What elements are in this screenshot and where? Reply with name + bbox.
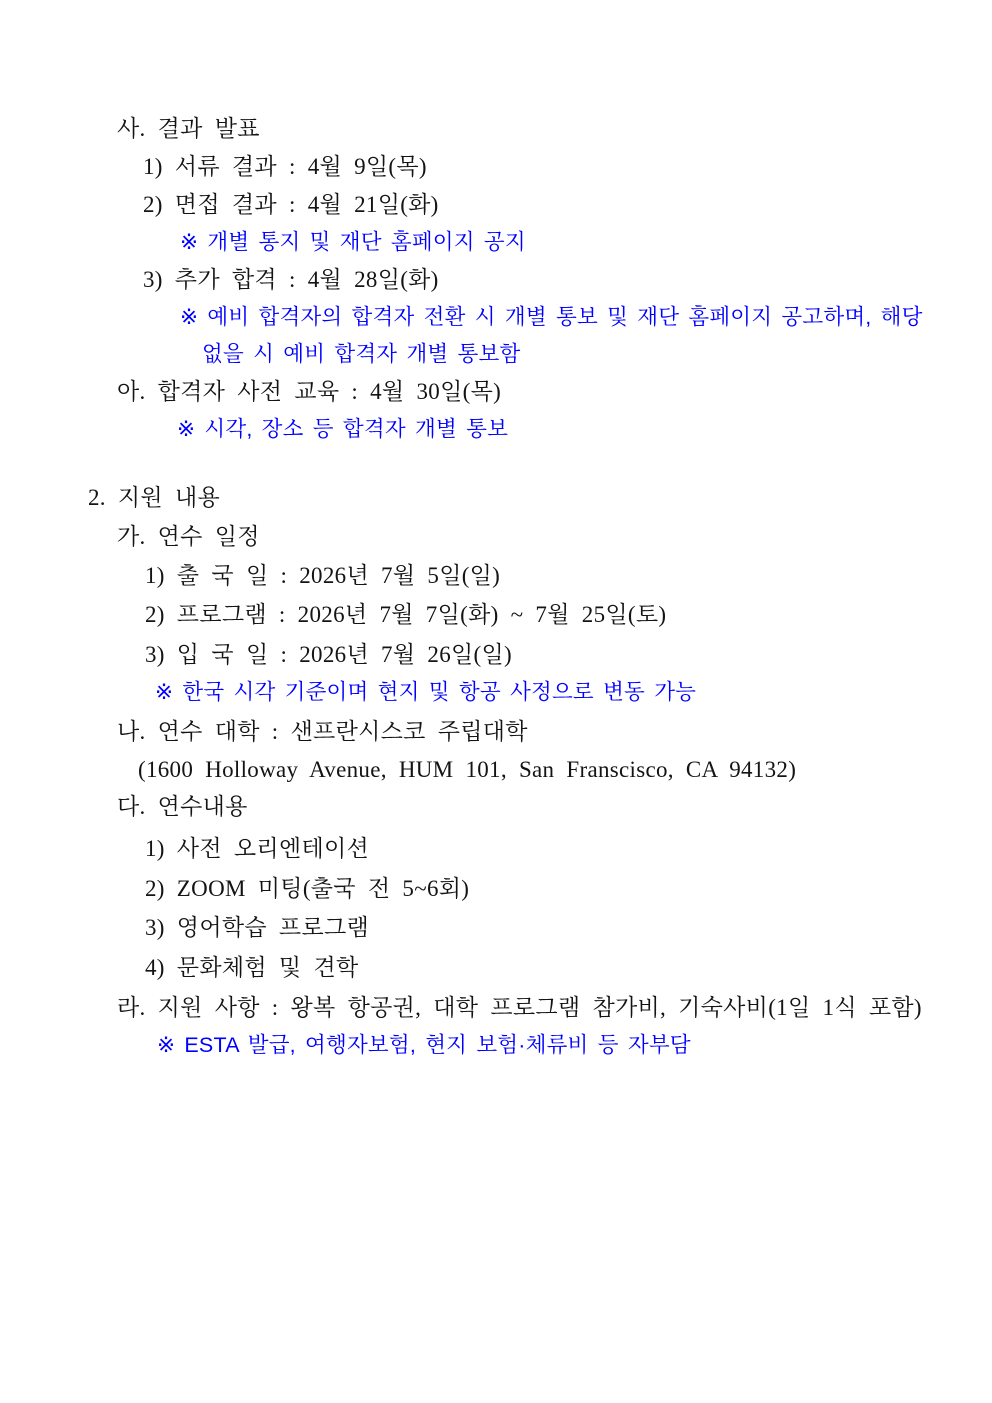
note-line: ※ 한국 시각 기준이며 현지 및 항공 사정으로 변동 가능 <box>155 680 697 704</box>
document-line: 2. 지원 내용 <box>88 485 221 510</box>
document-line: (1600 Holloway Avenue, HUM 101, San Franscisco, CA 94132) <box>138 757 797 782</box>
document-line: 1) 출 국 일 : 2026년 7월 5일(일) <box>145 563 501 588</box>
document-line: 라. 지원 사항 : 왕복 항공권, 대학 프로그램 참가비, 기숙사비(1일 1식 포함) <box>117 995 922 1020</box>
document-line: 아. 합격자 사전 교육 : 4월 30일(목) <box>117 379 502 404</box>
document-line: 다. 연수내용 <box>117 794 248 819</box>
document-line: 3) 추가 합격 : 4월 28일(화) <box>143 267 439 292</box>
document-line: 2) ZOOM 미팅(출국 전 5~6회) <box>145 876 470 901</box>
document-line: 2) 면접 결과 : 4월 21일(화) <box>143 192 439 217</box>
document-line: 1) 서류 결과 : 4월 9일(목) <box>143 154 427 179</box>
document-line: 가. 연수 일정 <box>117 524 260 549</box>
note-line: ※ ESTA 발급, 여행자보험, 현지 보험·체류비 등 자부담 <box>157 1033 691 1057</box>
document-line: 2) 프로그램 : 2026년 7월 7일(화) ~ 7월 25일(토) <box>145 602 667 627</box>
document-line: 나. 연수 대학 : 샌프란시스코 주립대학 <box>117 719 528 744</box>
note-line: ※ 개별 통지 및 재단 홈페이지 공지 <box>180 230 526 254</box>
note-line: ※ 예비 합격자의 합격자 전환 시 개별 통보 및 재단 홈페이지 공고하며, 해당 <box>180 305 923 329</box>
document-line: 3) 입 국 일 : 2026년 7월 26일(일) <box>145 642 512 667</box>
document-line: 3) 영어학습 프로그램 <box>145 915 370 940</box>
note-line: ※ 시각, 장소 등 합격자 개별 통보 <box>177 417 509 441</box>
document-line: 1) 사전 오리엔테이션 <box>145 836 370 861</box>
document-line: 사. 결과 발표 <box>117 116 260 141</box>
note-line: 없을 시 예비 합격자 개별 통보함 <box>202 342 521 366</box>
document-line: 4) 문화체험 및 견학 <box>145 955 359 980</box>
